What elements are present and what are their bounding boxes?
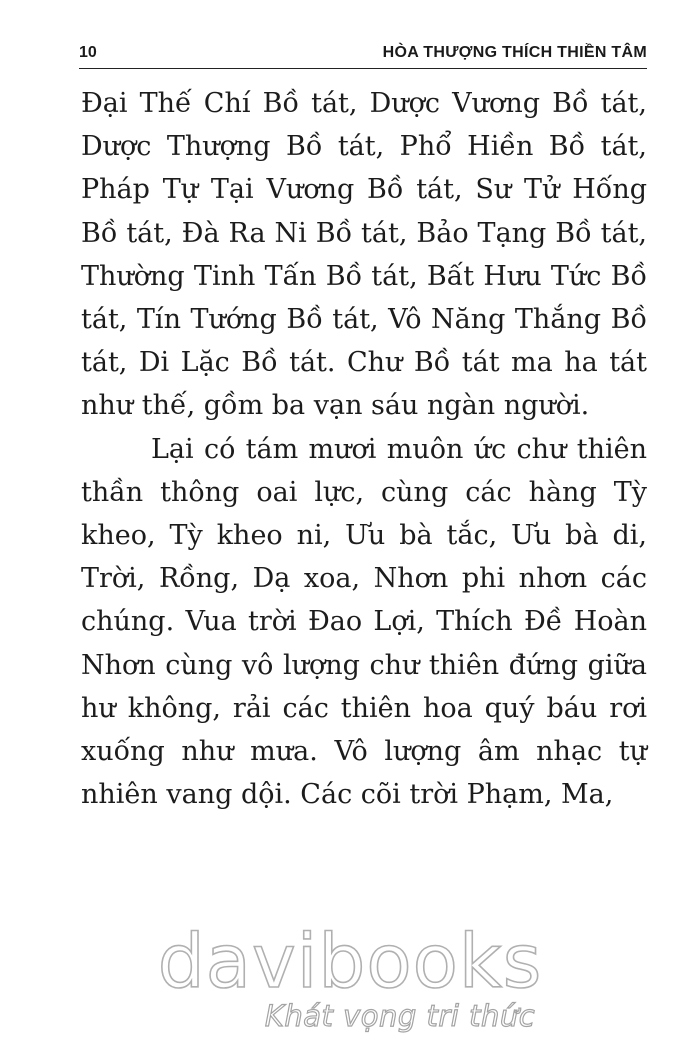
watermark-slogan: Khát vọng tri thức	[264, 999, 536, 1033]
paragraph-1: Đại Thế Chí Bồ tát, Dược Vương Bồ tát, Dược Thượng Bồ tát, Phổ Hiền Bồ tát, Pháp Tự Tại Vương Bồ tát, Sư Tử Hống Bồ tát, Đà Ra Ni Bồ tát, Bảo Tạng Bồ tát, Thường Tinh Tấn Bồ tát, Bất Hưu Tức Bồ tát, Tín Tướng Bồ tát, Vô Năng Thắng Bồ tát, Di Lặc Bồ tát. Chư Bồ tát ma ha tát như thế, gồm ba vạn sáu ngàn người.	[81, 88, 647, 422]
page-number: 10	[79, 44, 97, 61]
running-title: HÒA THƯỢNG THÍCH THIỀN TÂM	[382, 44, 647, 61]
watermark	[0, 919, 700, 1035]
body-text	[81, 82, 647, 816]
running-header	[79, 38, 647, 69]
watermark-logo: davibooks	[157, 919, 543, 1005]
paragraph-2: Lại có tám mươi muôn ức chư thiên thần thông oai lực, cùng các hàng Tỳ kheo, Tỳ kheo ni, Ưu bà tắc, Ưu bà di, Trời, Rồng, Dạ xoa, Nhơn phi nhơn các chúng. Vua trời Đao Lợi, Thích Đề Hoàn Nhơn cùng vô lượng chư thiên đứng giữa hư không, rải các thiên hoa quý báu rơi xuống như mưa. Vô lượng âm nhạc tự nhiên vang dội. Các cõi trời Phạm, Ma,	[81, 433, 647, 811]
